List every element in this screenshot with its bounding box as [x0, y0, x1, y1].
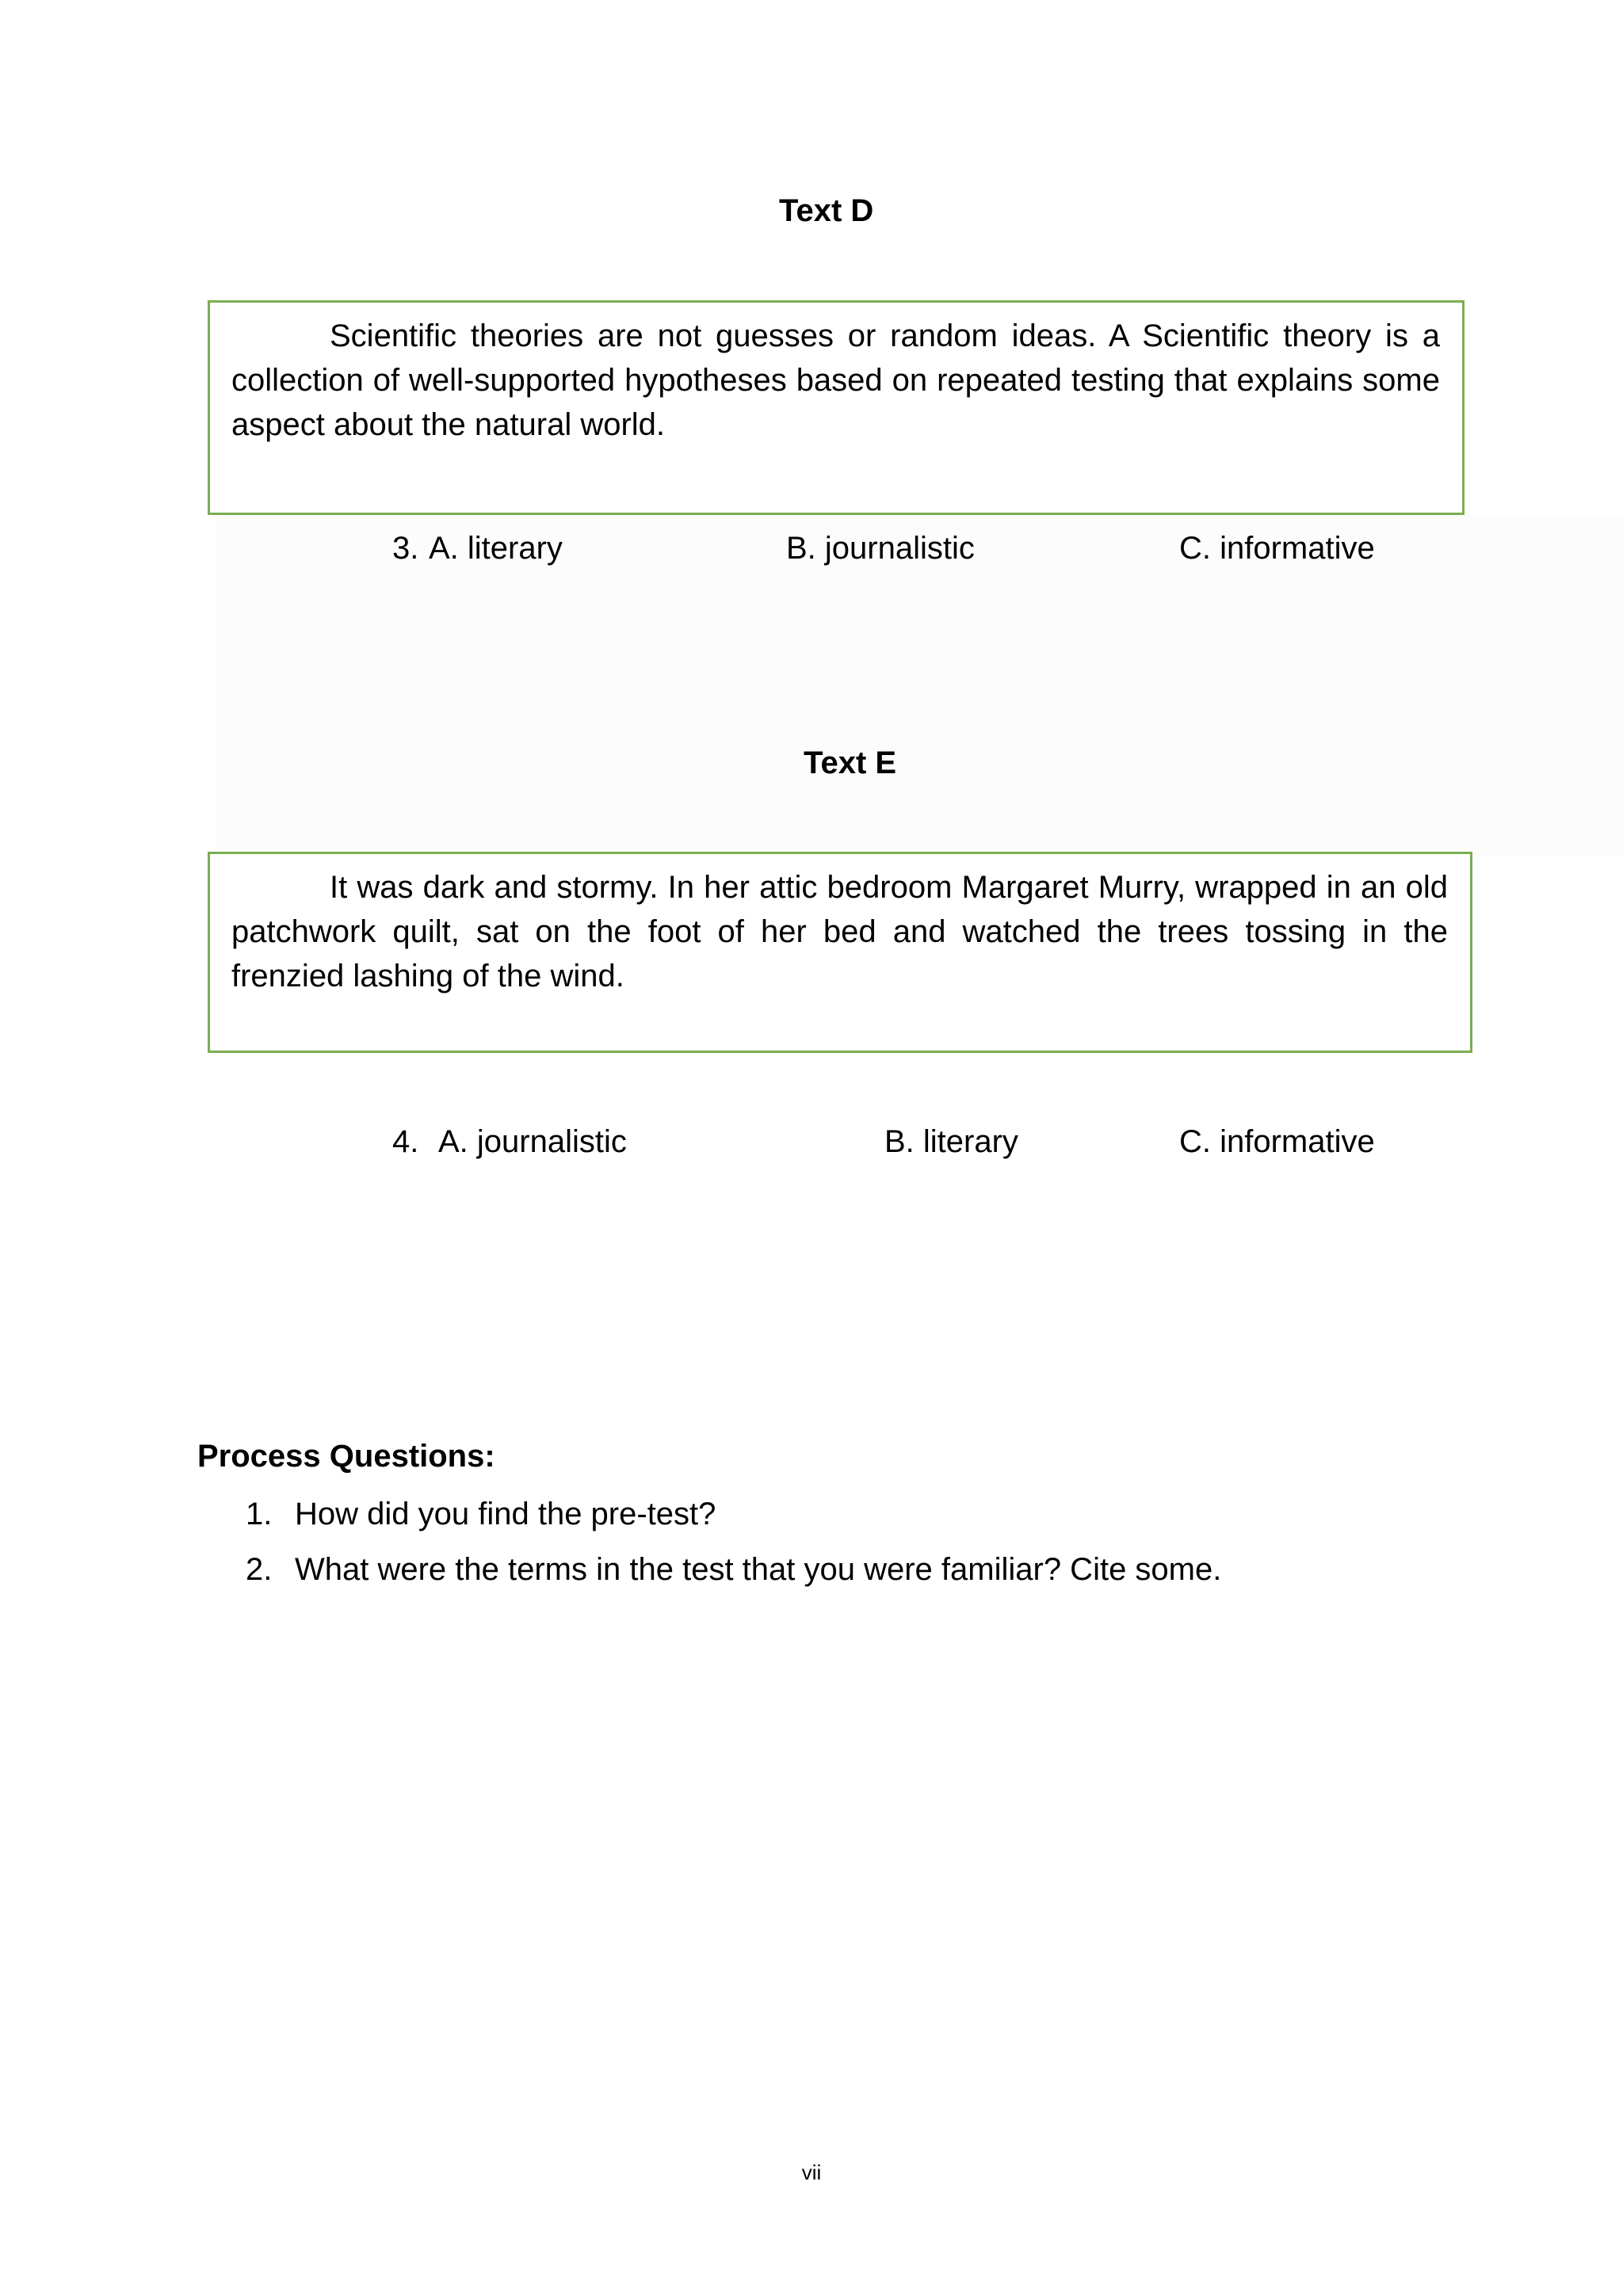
process-questions-list [0, 1486, 1623, 1597]
section-heading-text-e: Text E [804, 746, 897, 780]
list-item-text: What were the terms in the test that you were familiar? Cite some. [295, 1552, 1222, 1587]
process-questions-title: Process Questions: [197, 1439, 495, 1474]
question-3-choices [0, 526, 1623, 570]
list-item [0, 1542, 1623, 1597]
section-heading-text-d: Text D [779, 193, 874, 228]
question-4-choices [0, 1119, 1623, 1164]
question-4-option-b: B. literary [884, 1124, 1018, 1159]
passage-box-text-e [208, 852, 1472, 1053]
question-4-number: 4. [392, 1124, 419, 1159]
list-item [0, 1486, 1623, 1542]
question-4-option-c: C. informative [1179, 1124, 1375, 1159]
list-item-number: 2. [246, 1552, 273, 1587]
passage-text-d: Scientific theories are not guesses or random ideas. A Scientific theory is a collection of well-supported hypotheses based on repeated testing that explains some aspect about the natural world. [231, 318, 1440, 442]
passage-box-text-d [208, 300, 1465, 515]
question-4-option-a: A. journalistic [438, 1124, 627, 1159]
list-item-number: 1. [246, 1497, 273, 1531]
question-3-number: 3. [392, 531, 419, 566]
question-3-option-b: B. journalistic [786, 531, 975, 566]
page-number: vii [801, 2161, 822, 2184]
question-3-option-a: A. literary [429, 531, 563, 566]
list-item-text: How did you find the pre-test? [295, 1497, 716, 1531]
question-3-option-c: C. informative [1179, 531, 1375, 566]
passage-text-e: It was dark and stormy. In her attic bedroom Margaret Murry, wrapped in an old patchwork quilt, sat on the foot of her bed and watched the trees tossing in the frenzied lashing of the wind. [231, 870, 1448, 994]
